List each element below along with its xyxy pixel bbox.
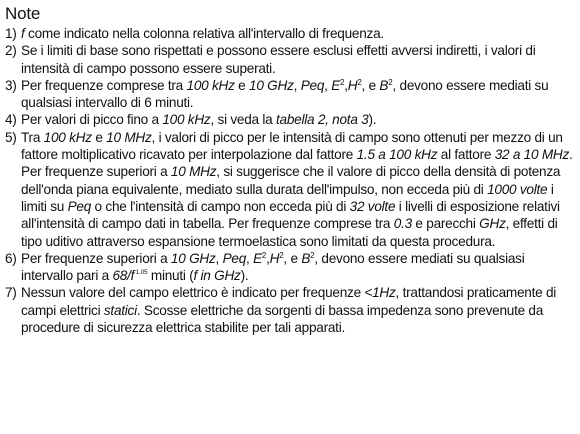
note-italic-text: 10 MHz	[106, 129, 152, 145]
note-italic-text: E	[253, 250, 262, 266]
note-text: i limiti su	[21, 181, 554, 214]
note-text: ,	[246, 250, 254, 266]
note-italic-text: f in GHz	[193, 268, 241, 284]
note-number: 7)	[5, 285, 17, 301]
note-text: , devono essere mediati su qualsiasi intervallo pari a	[21, 250, 525, 284]
note-item-1	[5, 25, 574, 42]
note-italic-text: Peq	[67, 198, 92, 214]
note-item-3	[5, 77, 574, 112]
note-text: ,	[215, 250, 223, 266]
note-text: ).	[368, 112, 377, 128]
note-text: e	[91, 129, 107, 145]
note-text: , e	[361, 77, 380, 93]
note-italic-text: tabella 2, nota 3	[275, 112, 369, 128]
note-superscript: 2	[310, 250, 315, 260]
note-text: , si veda la	[210, 112, 276, 128]
note-italic-text: 10 GHz	[170, 250, 216, 266]
note-italic-text: <1Hz	[364, 285, 396, 301]
note-text: . Per frequenze superiori a	[21, 147, 573, 180]
note-italic-text: 1.5 a 100 kHz	[356, 147, 438, 163]
note-text: al fattore	[437, 147, 495, 163]
note-text: ).	[240, 268, 249, 284]
note-number: 5)	[5, 129, 17, 145]
note-italic-text: 68/f	[112, 268, 135, 284]
note-text: come indicato nella colonna relativa all'intervallo di frequenza.	[24, 26, 384, 41]
note-number: 3)	[5, 77, 17, 93]
note-text: Nessun valore del campo elettrico è indicato per frequenze	[21, 285, 365, 301]
note-text: , e	[283, 250, 302, 266]
note-superscript: 2	[388, 77, 393, 87]
note-text: Per valori di picco fino a	[21, 112, 163, 128]
note-italic-text: 32 volte	[349, 198, 396, 214]
note-superscript: 2	[279, 250, 284, 260]
note-item-6	[5, 250, 574, 285]
note-italic-text: Peq	[300, 77, 325, 93]
note-text: ,	[324, 77, 332, 93]
note-superscript: 2	[340, 77, 345, 87]
note-number: 2)	[5, 43, 17, 59]
note-text: Per frequenze superiori a	[21, 250, 171, 266]
note-number: 4)	[5, 112, 17, 128]
note-italic-text: 1000 volte	[487, 181, 548, 197]
note-text: i livelli di esposizione relativi all'intensità di campo dati in tabella. Per frequenze comprese tra	[21, 198, 560, 232]
note-text: , si suggerisce che il valore di picco della densità di potenza dell'onda piana equivalente, mediato sulla durata dell'impulso, non ecceda più di	[21, 164, 561, 197]
note-text: Tra	[21, 129, 44, 145]
note-text: . Scosse elettriche da sorgenti di bassa impedenza sono prevenute da procedure di sicurezza elettrica stabilite per tali apparati.	[21, 302, 544, 336]
note-text: e	[234, 77, 250, 93]
note-text: ,	[266, 250, 270, 266]
note-italic-text: 100 kHz	[162, 112, 211, 128]
note-text: ,	[293, 77, 301, 93]
note-number: 6)	[5, 250, 17, 266]
note-italic-text: 100 kHz	[186, 77, 235, 93]
note-text: minuti (	[147, 268, 194, 284]
note-item-2	[5, 42, 574, 77]
note-item-4	[5, 111, 574, 128]
note-italic-text: f	[21, 26, 25, 41]
note-italic-text: 32 a 10 MHz	[494, 147, 570, 163]
note-text: o che l'intensità di campo non ecceda più di	[91, 198, 350, 214]
page-title: Note	[5, 4, 41, 23]
note-italic-text: B	[379, 77, 389, 93]
note-text: , trattandosi praticamente di campi elettrici	[21, 285, 557, 318]
note-text: Per frequenze comprese tra	[21, 77, 187, 93]
note-italic-text: 100 kHz	[43, 129, 92, 145]
note-text: , effetti di tipo uditivo attraverso espansione termoelastica sono limitati da questa procedura.	[21, 216, 558, 249]
note-italic-text: Peq	[222, 250, 247, 266]
note-item-7	[5, 284, 574, 336]
note-italic-text: 0.3	[393, 216, 412, 232]
note-italic-text: 10 MHz	[170, 164, 217, 180]
note-italic-text: statici	[103, 302, 137, 318]
note-superscript: 2	[357, 77, 362, 87]
note-number: 1)	[5, 26, 17, 41]
note-italic-text: H	[347, 77, 358, 93]
note-text: , i valori di picco per le intensità di campo sono ottenuti per mezzo di un fattore moltiplicativo ricavato per interpolazione dal fattore	[21, 129, 563, 163]
note-italic-text: H	[269, 250, 280, 266]
note-text: , devono essere mediati su qualsiasi intervallo di 6 minuti.	[21, 77, 549, 111]
note-superscript: 2	[261, 250, 267, 260]
note-text: ,	[344, 77, 348, 93]
note-italic-text: 10 GHz	[249, 77, 294, 93]
note-text: e parecchi	[411, 216, 480, 232]
note-text: Se i limiti di base sono rispettati e possono essere esclusi effetti avversi indiretti, i valori di intensità di campo possono essere superati.	[21, 43, 536, 76]
note-italic-text: B	[301, 250, 311, 266]
notes-list	[5, 25, 574, 336]
note-item-5	[5, 129, 574, 250]
note-italic-text: E	[331, 77, 341, 93]
note-italic-text: GHz	[479, 216, 506, 232]
note-superscript: 1.05	[134, 269, 148, 277]
